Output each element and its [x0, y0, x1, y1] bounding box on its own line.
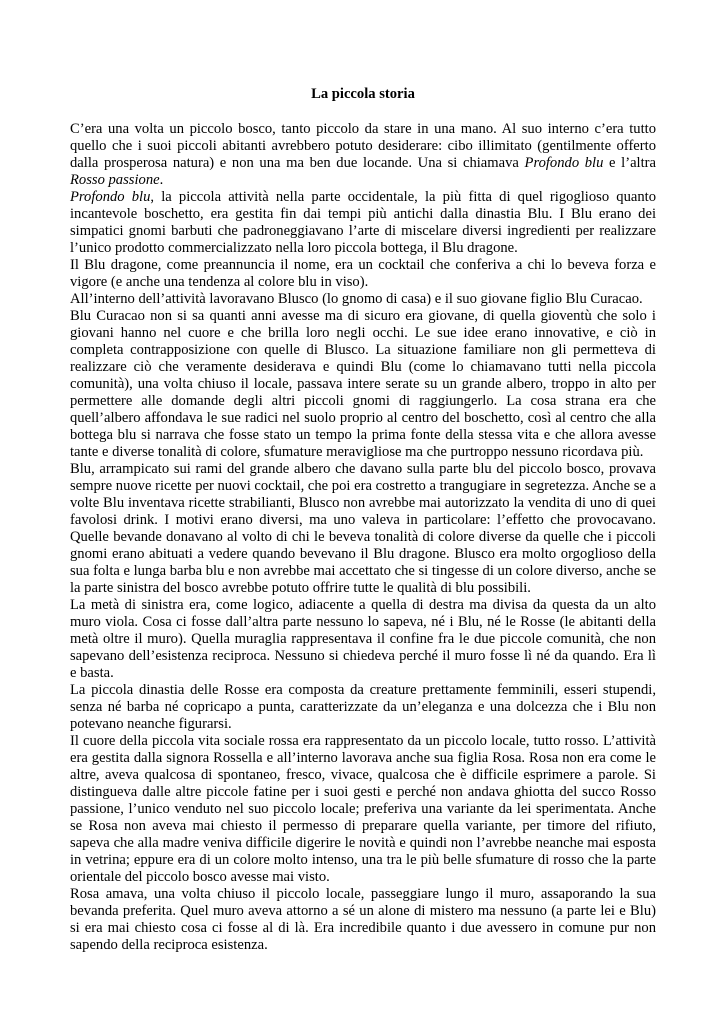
text-run: , la piccola attività nella parte occidentale, la più fitta di quel rigoglioso quanto incantevole boschetto, era gestita fin dai tempi più antichi dalla dinastia Blu. I Blu erano dei simpatici gnomi barbuti che padroneggiavano l’arte di miscelare diversi ingredienti per realizzare l’unico prodotto commercializzato nella loro piccola bottega, il Blu dragone.: [70, 189, 657, 256]
paragraph: [70, 189, 656, 257]
paragraph: [70, 682, 656, 733]
paragraph: [70, 597, 656, 682]
text-run: Blu Curacao non si sa quanti anni avesse ma di sicuro era giovane, di quella gioventù che solo i giovani hanno nel cuore e che brilla loro negli occhi. Le sue idee erano innovative, e ciò in completa contrapposizione con quelle di Blusco. La situazione familiare non gli permetteva di realizzare ciò che veramente desiderava e quindi Blu (come lo chiamavano tutti nella piccola comunità), una volta chiuso il locale, passava intere serate su un grande albero, troppo in alto per permettere alle domande degli altri piccoli gnomi di raggiungerlo. La cosa strana era che quell’albero affondava le sue radici nel suolo proprio al centro del boschetto, così al centro che alla bottega blu si narrava che fosse stato un tempo la prima fonte della stessa vita e che allora avesse tante e diverse tonalità di colore, sfumature meravigliose ma che purtroppo nessuno ricordava più.: [70, 308, 656, 460]
paragraph: [70, 308, 656, 461]
text-run: La metà di sinistra era, come logico, adiacente a quella di destra ma divisa da questa da un alto muro viola. Cosa ci fosse dall’altra parte nessuno lo sapeva, né i Blu, né le Rosse (le abitanti della metà oltre il muro). Quella muraglia rappresentava il confine fra le due piccole comunità, che non sapevano dell’esistenza reciproca. Nessuno si chiedeva perché il muro fosse lì né da quando. Era lì e basta.: [70, 597, 656, 681]
text-run: Il cuore della piccola vita sociale rossa era rappresentato da un piccolo locale, tutto rosso. L’attività era gestita dalla signora Rossella e all’interno lavorava anche sua figlia Rosa. Rosa non era come le altre, aveva qualcosa di spontaneo, fresco, vivace, qualcosa che è difficile esprimere a parole. Si distingueva dalle altre piccole fatine per i suoi gesti e perché non andava ghiotta del succo Rosso passione, l’unico venduto nel suo piccolo locale; preferiva una variante da lei sperimentata. Anche se Rosa non aveva mai chiesto il permesso di preparare quella variante, per timore del rifiuto, sapeva che alla madre veniva difficile digerire le novità e quindi non l’avrebbe neanche mai esposta in vetrina; eppure era di un colore molto intenso, una tra le più belle sfumature di rosso che la parte orientale del piccolo bosco avesse mai visto.: [70, 733, 656, 885]
paragraph: [70, 121, 656, 189]
paragraph: [70, 733, 656, 886]
paragraph: [70, 461, 656, 597]
text-run: .: [159, 172, 164, 188]
paragraph: [70, 257, 656, 291]
text-run: Rosa amava, una volta chiuso il piccolo locale, passeggiare lungo il muro, assaporando la sua bevanda preferita. Quel muro aveva attorno a sé un alone di mistero ma nessuno (a parte lei e Blu) si era mai chiesto cosa ci fosse al di là. Era incredibile quanto i due avessero in comune pur non sapendo della reciproca esistenza.: [70, 886, 656, 953]
text-run: All’interno dell’attività lavoravano Blusco (lo gnomo di casa) e il suo giovane figlio Blu Curacao.: [70, 291, 643, 307]
text-run: La piccola dinastia delle Rosse era composta da creature prettamente femminili, esseri stupendi, senza né barba né copricapo a punta, caratterizzate da un’eleganza e una dolcezza che i Blu non potevano neanche figurarsi.: [70, 682, 656, 732]
italic-text-run: Rosso passione: [70, 172, 160, 188]
text-run: Blu, arrampicato sui rami del grande albero che davano sulla parte blu del piccolo bosco, provava sempre nuove ricette per nuovi cocktail, che poi era costretto a trangugiare in segretezza. Anche se a volte Blu inventava ricette strabilianti, Blusco non avrebbe mai autorizzato la vendita di uno di quei favolosi drink. I motivi erano diversi, ma uno valeva in particolare: l’effetto che provocavano. Quelle bevande donavano al volto di chi le beveva tonalità di colore diverse da quelle che i piccoli gnomi erano abituati a vedere quando bevevano il Blu dragone. Blusco era molto orgoglioso della sua folta e lunga barba blu e non avrebbe mai accettato che si tingesse di un colore diverso, anche se la parte sinistra del bosco avrebbe potuto offrire tutte le qualità di blu possibili.: [70, 461, 656, 596]
document-title: La piccola storia: [311, 86, 415, 102]
italic-text-run: Profondo blu: [70, 189, 151, 205]
text-run: C’era una volta un piccolo bosco, tanto piccolo da stare in una mano. Al suo interno c’era tutto quello che i suoi piccoli abitanti avrebbero potuto desiderare: cibo illimitato (gentilmente offerto dalla prosperosa natura) e non una ma ben due locande. Una si chiamava: [70, 121, 656, 171]
document-body: [70, 121, 656, 954]
document-page: [70, 86, 656, 954]
italic-text-run: Profondo blu: [524, 155, 604, 171]
text-run: Il Blu dragone, come preannuncia il nome, era un cocktail che conferiva a chi lo beveva forza e vigore (e anche una tendenza al colore blu in viso).: [70, 257, 656, 290]
paragraph: [70, 291, 656, 308]
text-run: e l’altra: [603, 155, 656, 171]
paragraph: [70, 886, 656, 954]
